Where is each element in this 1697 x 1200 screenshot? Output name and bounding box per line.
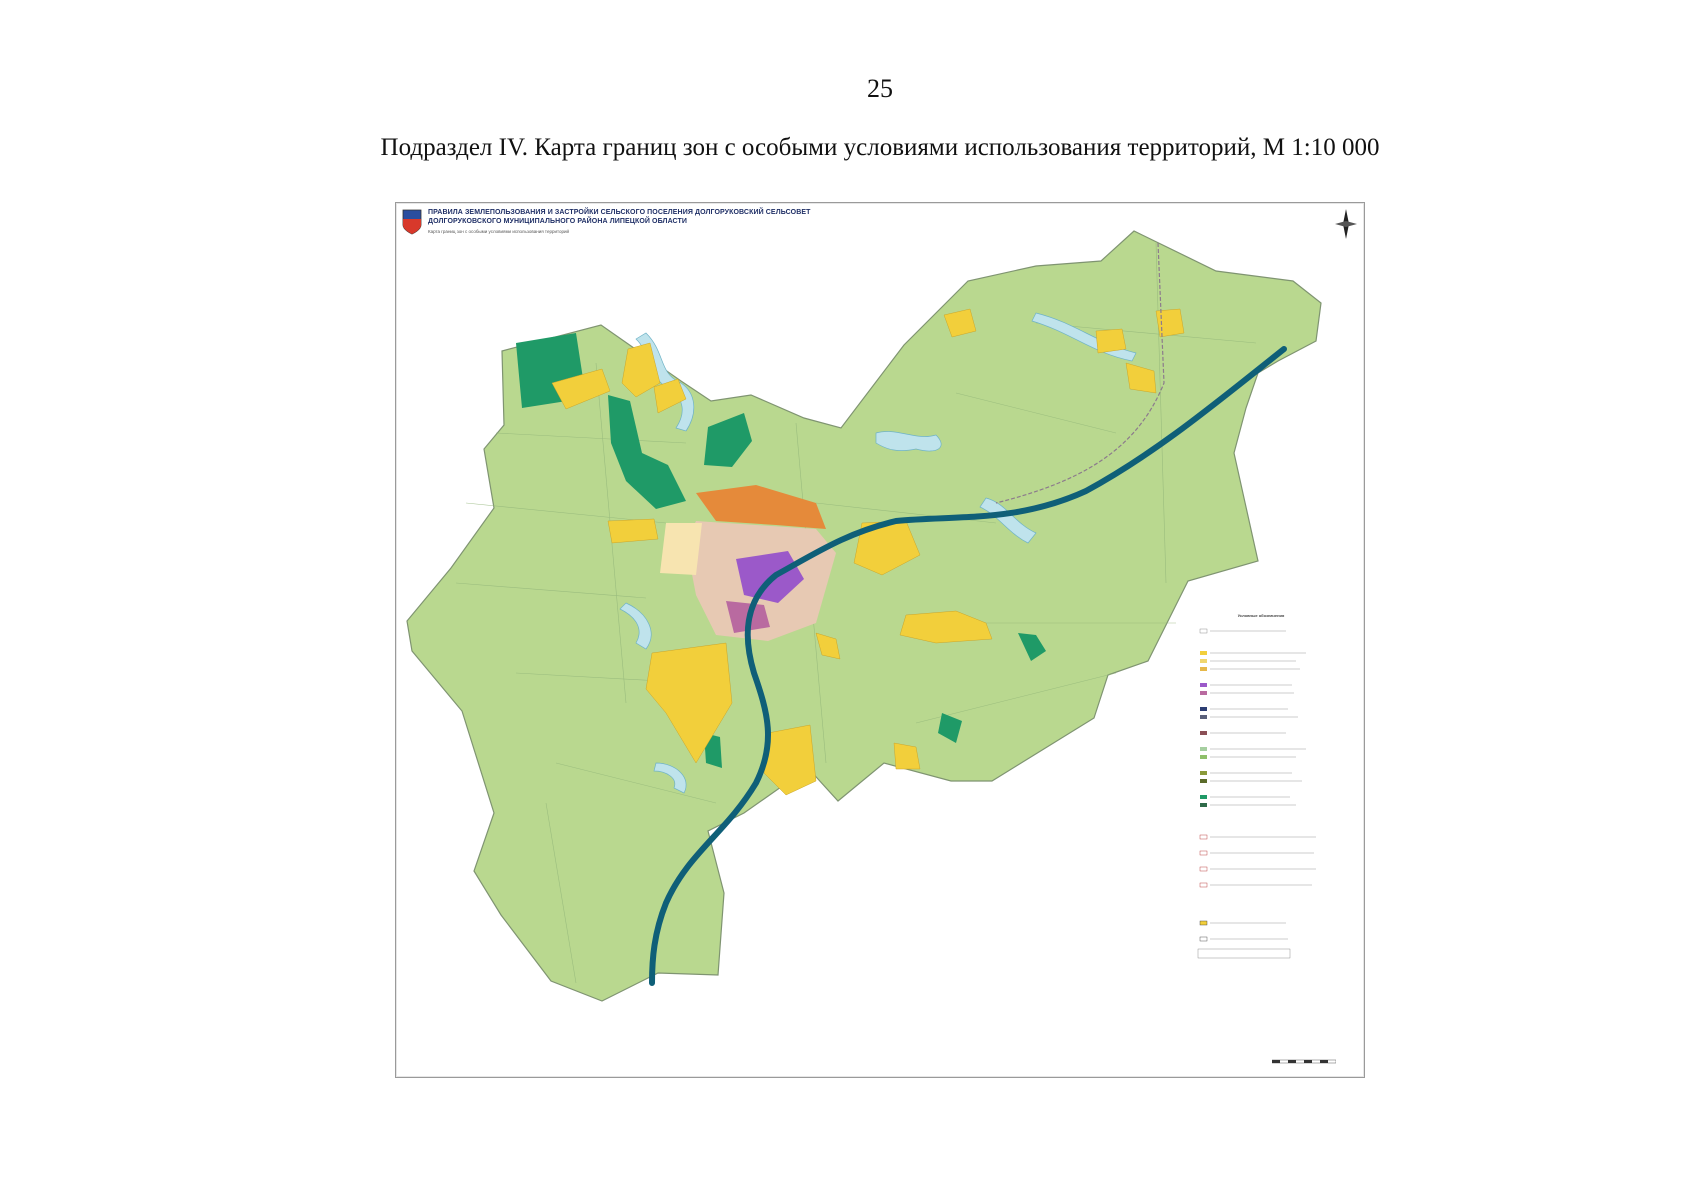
legend-swatches xyxy=(1196,621,1326,971)
map-title-line-2: ДОЛГОРУКОВСКОГО МУНИЦИПАЛЬНОГО РАЙОНА ЛИПЕЦКОЙ ОБЛАСТИ xyxy=(428,218,688,225)
map-legend xyxy=(1196,613,1326,983)
map-sheet xyxy=(395,202,1365,1078)
map-title-block xyxy=(402,207,882,243)
page-heading: Подраздел IV. Карта границ зон с особыми условиями использования территорий, М 1:10 000 xyxy=(380,134,1380,161)
legend-title: Условные обозначения xyxy=(1237,613,1285,618)
north-arrow-icon xyxy=(1332,207,1360,241)
map-title-line-1: ПРАВИЛА ЗЕМЛЕПОЛЬЗОВАНИЯ И ЗАСТРОЙКИ СЕЛЬСКОГО ПОСЕЛЕНИЯ ДОЛГОРУКОВСКИЙ СЕЛЬСОВЕТ xyxy=(428,209,811,216)
map-subtitle: Карта границ зон с особыми условиями использования территорий xyxy=(428,229,570,234)
emblem-icon xyxy=(402,209,422,235)
scale-bar xyxy=(1272,1059,1336,1065)
page-number: 25 xyxy=(867,74,893,103)
